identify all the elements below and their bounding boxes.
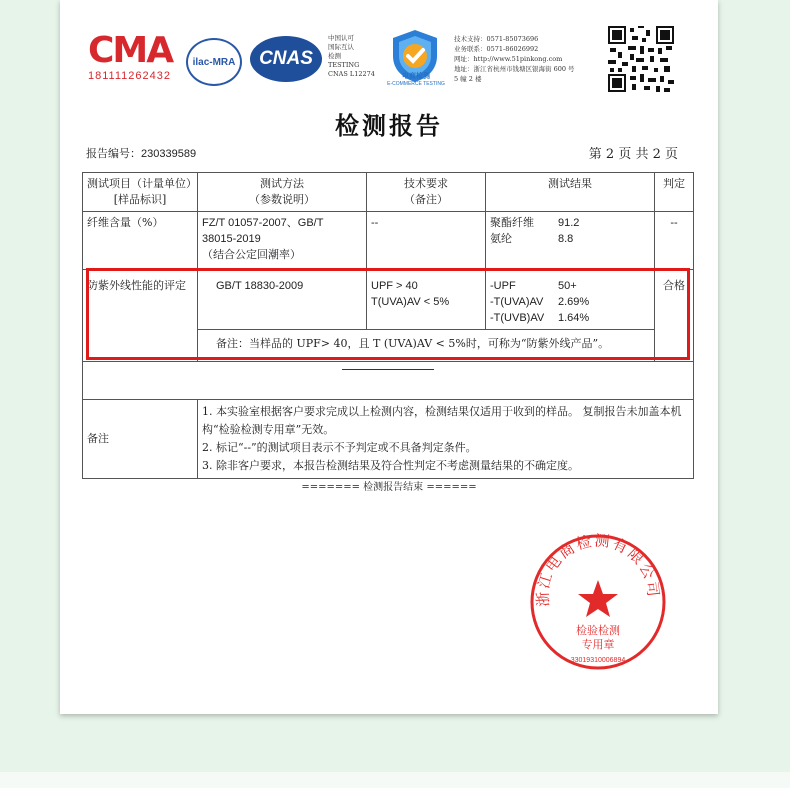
table-header-row [83,173,694,212]
uv-result-name: -T(UVB)AV [490,312,545,324]
bottom-band [0,772,790,788]
table-row [83,400,694,479]
qr-code-icon [608,26,674,92]
contact-line: 地址：浙江省杭州市钱塘区银海街 600 号 [454,65,575,73]
uv-item: 防紫外线性能的评定 [83,270,198,362]
header-method-line: 测试方法 [260,177,304,190]
uv-requirement-line: T(UVA)AV < 5% [371,296,450,308]
fiber-requirement: -- [367,212,486,270]
ilac-mra-logo [186,38,242,86]
remark-item: 3. 除非客户要求，本报告检测结果及符合性判定不考虑测量结果的不确定度。 [202,459,579,472]
report-number [86,145,196,161]
fiber-result-name: 聚酯纤维 [490,216,534,229]
uv-judgement: 合格 [655,270,694,362]
fiber-method [198,212,367,270]
cnas-line: 中国认可 [328,34,354,42]
fiber-method-line: 38015-2019 [202,233,261,245]
report-page [60,0,718,714]
header-requirement-line: （备注） [404,193,448,206]
table-row [83,362,694,400]
remarks-content [198,400,694,479]
highlight-box [86,268,690,360]
contact-line: 技术支持：0571-85073696 [454,35,539,43]
fiber-item: 纤维含量（%） [83,212,198,270]
uv-result-value: 1.64% [558,312,590,324]
contact-line: 业务联系：0571-86026992 [454,45,539,53]
ec-label-text: 电商检测 [402,71,430,80]
table-row [83,212,694,270]
ec-sublabel: E-COMMERCE TESTING [387,81,445,87]
header-item-line: [样品标识] [113,193,167,206]
remarks-list [202,403,689,475]
report-end-marker: ======= 检测报告结束 ====== [301,482,477,493]
company-seal [528,532,668,672]
cnas-line: CNAS L12274 [328,70,375,78]
cnas-line: 国际互认 [328,43,354,51]
report-number-value: 230339589 [141,148,197,160]
contact-line: 网址：http://www.51pinkong.com [454,55,563,63]
cnas-line: TESTING [328,61,360,69]
uv-result-value: 2.69% [558,296,590,308]
cma-logo [88,30,176,82]
star-icon [578,580,618,617]
contact-line: 5 幢 2 楼 [454,75,482,83]
fiber-result-row [490,231,650,247]
header-item [83,173,198,212]
uv-result-name: -T(UVA)AV [490,296,544,308]
cma-number: 181111262432 [88,70,171,82]
ilac-label: ilac-MRA [192,56,236,68]
header-requirement-line: 技术要求 [404,177,448,190]
cma-letters: CMA [88,30,173,71]
cnas-logo [250,36,322,82]
fiber-results [486,212,655,270]
header-method-line: （参数说明） [249,193,315,206]
seal-inner-text-1: 检验检测 [576,624,620,637]
fiber-method-line: FZ/T 01057-2007、GB/T [202,217,324,229]
remark-item: 1. 本实验室根据客户要求完成以上检测内容，检测结果仅适用于收到的样品。 复制报告未加盖本机构“检验检测专用章”无效。 [202,405,682,436]
page-title: 检测报告 [335,111,443,140]
header-requirement [367,173,486,212]
contact-info [454,34,594,84]
ec-label [368,72,464,88]
fiber-judgement: -- [655,212,694,270]
uv-note: 备注：当样品的 UPF> 40，且 T (UVA)AV < 5%时，可称为“防紫外线产品”。 [198,330,655,362]
cnas-line: 检测 [328,52,341,60]
seal-inner-text-2: 专用章 [581,638,615,651]
uv-method: GB/T 18830-2009 [198,270,367,330]
fiber-result-value: 91.2 [558,217,580,229]
header-judgement: 判定 [655,173,694,212]
divider-line [342,368,434,370]
uv-result-value: 50+ [558,280,577,292]
header-item-line: 测试项目（计量单位） [87,177,197,190]
fiber-method-line: （结合公定回潮率） [202,248,301,261]
fiber-result-name: 氨纶 [490,232,512,245]
cnas-label: CNAS [259,48,313,69]
fiber-result-row [490,215,650,231]
fiber-result-value: 8.8 [558,233,574,245]
divider-row [83,362,694,400]
uv-result-name: -UPF [490,280,516,292]
page-indicator: 第 2 页 共 2 页 [588,147,678,162]
uv-requirement-line: UPF > 40 [371,280,418,292]
header-result: 测试结果 [486,173,655,212]
seal-number: 3301931000689​4 [570,657,626,664]
header-method [198,173,367,212]
seal-outer-text: 浙江电商检测有限公司 [533,532,663,608]
remark-item: 2. 标记“--”的测试项目表示不予判定或不具备判定条件。 [202,441,477,454]
remarks-label: 备注 [83,400,198,479]
report-number-label: 报告编号： [86,147,141,160]
